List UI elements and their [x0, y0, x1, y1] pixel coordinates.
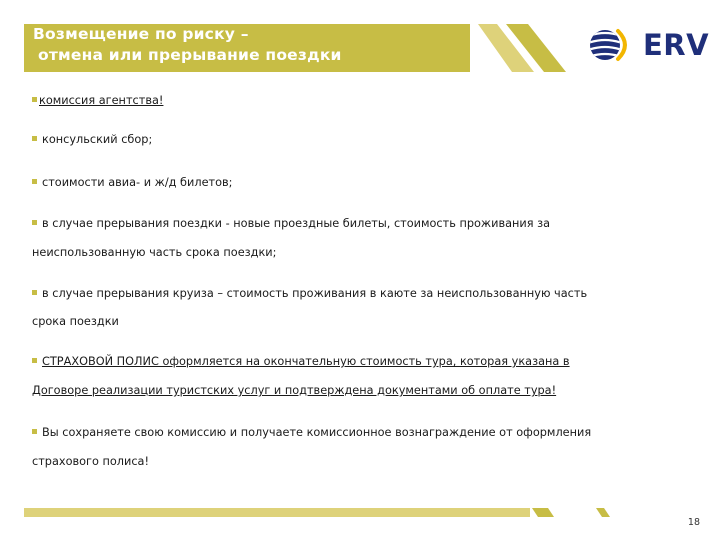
bullet-item-1 — [32, 88, 702, 114]
bullet-5-line-2: срока поездки — [32, 315, 119, 328]
bullet-item-4 — [32, 211, 702, 237]
square-bullet-icon — [32, 220, 37, 225]
bullet-1-text: комиссия агентства! — [39, 94, 164, 107]
square-bullet-icon — [32, 290, 37, 295]
bullet-5-line-1: в случае прерывания круиза – стоимость проживания в каюте за неиспользованную часть — [42, 287, 588, 300]
title-line-1: Возмещение по риску – — [33, 25, 249, 43]
bullet-item-7-cont — [32, 449, 702, 475]
bullet-6-line-2: Договоре реализации туристских услуг и подтверждена документами об оплате тура! — [32, 384, 557, 397]
bullet-7-line-1: Вы сохраняете свою комиссию и получаете комиссионное вознаграждение от оформления — [42, 426, 592, 439]
square-bullet-icon — [32, 97, 37, 102]
bullet-7-line-2: страхового полиса! — [32, 455, 150, 468]
bullet-item-3 — [32, 170, 702, 196]
square-bullet-icon — [32, 358, 37, 363]
footer-band-graphic — [0, 505, 720, 519]
slide-title — [33, 24, 342, 66]
bullet-3-text: стоимости авиа- и ж/д билетов; — [42, 176, 233, 189]
bullet-item-2 — [32, 127, 702, 153]
square-bullet-icon — [32, 429, 37, 434]
bullet-item-6-cont — [32, 378, 702, 404]
bullet-item-5 — [32, 281, 702, 307]
square-bullet-icon — [32, 136, 37, 141]
bullet-4-line-1: в случае прерывания поездки - новые проездные билеты, стоимость проживания за — [42, 217, 551, 230]
bullet-item-6 — [32, 349, 702, 375]
title-line-2: отмена или прерывание поездки — [38, 46, 342, 64]
bullet-2-text: консульский сбор; — [42, 133, 153, 146]
bullet-item-4-cont — [32, 240, 702, 266]
bullet-4-line-2: неиспользованную часть срока поездки; — [32, 246, 277, 259]
logo-wordmark: ERV — [643, 28, 710, 62]
square-bullet-icon — [32, 179, 37, 184]
bullet-item-5-cont — [32, 309, 702, 335]
bullet-6-line-1: СТРАХОВОЙ ПОЛИС оформляется на окончательную стоимость тура, которая указана в — [42, 355, 570, 368]
page-number: 18 — [687, 517, 700, 528]
bullet-item-7 — [32, 420, 702, 446]
